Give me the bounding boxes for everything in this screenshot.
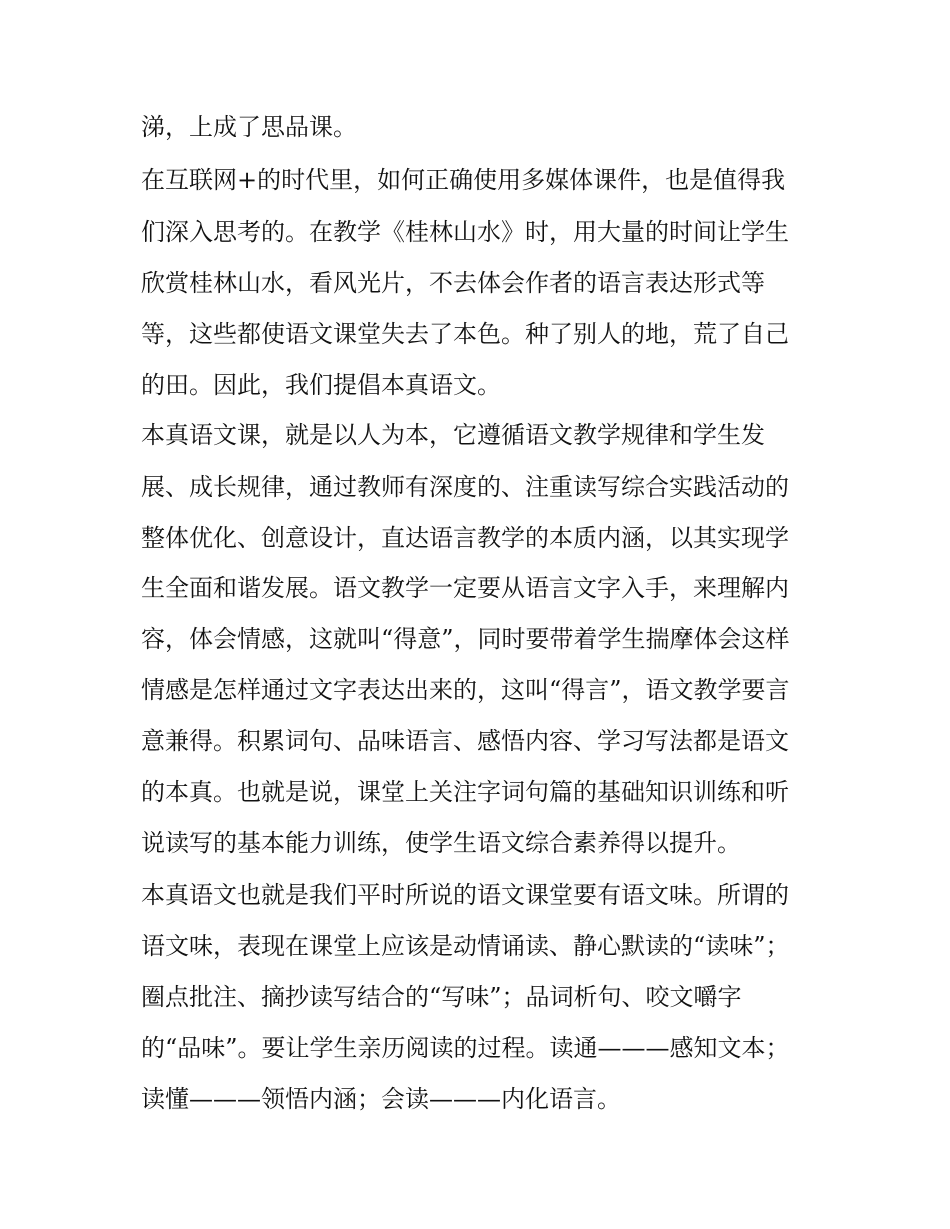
text-line: 涕，上成了思品课。 <box>141 113 357 141</box>
text-line: 的本真。也就是说，课堂上关注字词句篇的基础知识训练和听 <box>141 778 789 806</box>
text-line: 的“品味”。要让学生亲历阅读的过程。读通———感知文本； <box>141 1034 790 1062</box>
text-line: 在互联网+的时代里，如何正确使用多媒体课件，也是值得我 <box>141 166 786 194</box>
text-line: 等，这些都使语文课堂失去了本色。种了别人的地，荒了自己 <box>141 320 789 348</box>
text-line: 语文味，表现在课堂上应该是动情诵读、静心默读的“读味”； <box>141 932 790 960</box>
text-line: 本真语文课，就是以人为本，它遵循语文教学规律和学生发 <box>141 421 765 449</box>
text-line: 读懂———领悟内涵；会读———内化语言。 <box>141 1085 621 1113</box>
text-line: 欣赏桂林山水，看风光片，不去体会作者的语言表达形式等 <box>141 269 765 297</box>
text-line: 圈点批注、摘抄读写结合的“写味”；品词析句、咬文嚼字 <box>141 983 742 1011</box>
text-line: 展、成长规律，通过教师有深度的、注重读写综合实践活动的 <box>141 473 789 501</box>
text-line: 们深入思考的。在教学《桂林山水》时，用大量的时间让学生 <box>141 218 789 246</box>
text-line: 本真语文也就是我们平时所说的语文课堂要有语文味。所谓的 <box>141 881 789 909</box>
text-line: 情感是怎样通过文字表达出来的，这叫“得言”，语文教学要言 <box>141 676 790 704</box>
text-line: 整体优化、创意设计，直达语言教学的本质内涵，以其实现学 <box>141 524 789 552</box>
text-line: 生全面和谐发展。语文教学一定要从语言文字入手，来理解内 <box>141 574 789 602</box>
text-line: 意兼得。积累词句、品味语言、感悟内容、学习写法都是语文 <box>141 727 789 755</box>
text-line: 说读写的基本能力训练，使学生语文综合素养得以提升。 <box>141 829 741 857</box>
text-line: 容，体会情感，这就叫“得意”，同时要带着学生揣摩体会这样 <box>141 625 790 653</box>
text-line: 的田。因此，我们提倡本真语文。 <box>141 371 501 399</box>
